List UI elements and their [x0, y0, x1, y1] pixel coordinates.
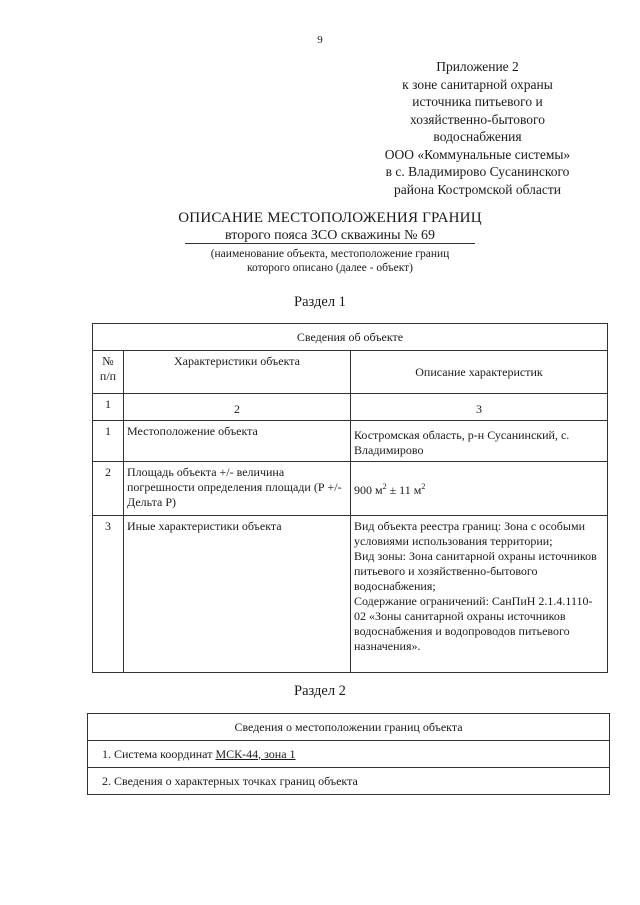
appendix-line: источника питьевого и: [412, 94, 543, 109]
table-row: [88, 741, 610, 768]
section2-title: Раздел 2: [294, 683, 346, 699]
table-column-numbers-row: [93, 394, 608, 421]
row-description: [351, 462, 608, 516]
document-caption: [170, 247, 490, 275]
row-description: [351, 516, 608, 673]
caption-line: (наименование объекта, местоположение границ: [210, 248, 450, 260]
page-number: 9: [317, 34, 323, 46]
appendix-line: района Костромской области: [394, 181, 561, 197]
appendix-line: хозяйственно-бытового: [409, 111, 546, 127]
header-characteristic: Характеристики объекта: [124, 351, 351, 394]
table-row: [88, 768, 610, 795]
row-num: 3: [93, 516, 124, 673]
appendix-block: [370, 58, 585, 198]
subtitle-underline: [185, 243, 475, 244]
row-characteristic: Местоположение объекта: [124, 421, 351, 462]
appendix-line: в с. Владимирово Сусанинского: [385, 164, 570, 179]
document-subtitle: второго пояса ЗСО скважины № 69: [225, 228, 435, 243]
row-num: 2: [93, 462, 124, 516]
appendix-line: к зоне санитарной охраны: [402, 76, 553, 92]
area-error-superscript: 2: [421, 482, 426, 491]
section1-title: Раздел 1: [294, 294, 346, 310]
description-line: Содержание ограничений: СанПиН 2.1.4.1110-02 «Зоны санитарной охраны источников водоснабжения и водопроводов питьевого назначения».: [354, 594, 593, 653]
table-row: [93, 516, 608, 673]
row-num: 1: [93, 421, 124, 462]
colnum-2: 2: [124, 394, 351, 421]
description-line: Вид объекта реестра границ: Зона с особыми условиями использования территории;: [354, 519, 585, 548]
table-title: Сведения о местоположении границ объекта: [88, 714, 610, 741]
appendix-line: Приложение 2: [436, 59, 519, 74]
colnum-1: 1: [93, 394, 124, 421]
coordinate-system-label: 1. Система координат: [102, 746, 216, 761]
area-unit-superscript: 2: [382, 482, 387, 491]
appendix-line: водоснабжения: [433, 129, 522, 144]
header-description: Описание характеристик: [351, 351, 608, 394]
row-description: Костромская область, р-н Сусанинский, с. Владимирово: [351, 421, 608, 462]
area-value: 900 м: [354, 483, 383, 497]
caption-line: которого описано (далее - объект): [246, 262, 414, 274]
description-line: Вид зоны: Зона санитарной охраны источников питьевого и хозяйственно-бытового водоснабжения;: [354, 549, 597, 593]
area-error: ± 11 м: [386, 483, 422, 497]
document-title: ОПИСАНИЕ МЕСТОПОЛОЖЕНИЯ ГРАНИЦ: [178, 210, 482, 226]
row-characteristic: Иные характеристики объекта: [124, 516, 351, 673]
appendix-line: ООО «Коммунальные системы»: [384, 146, 571, 162]
object-info-table: [92, 323, 608, 673]
header-num: № п/п: [93, 351, 124, 394]
coordinate-system-value: МСК-44, зона 1: [215, 746, 296, 761]
boundary-info-table: [87, 713, 610, 795]
table-row: [93, 421, 608, 462]
table-row: [93, 462, 608, 516]
boundary-points-row: 2. Сведения о характерных точках границ объекта: [88, 768, 610, 795]
row-characteristic: Площадь объекта +/- величина погрешности определения площади (Р +/- Дельта Р): [124, 462, 351, 516]
table-title: Сведения об объекте: [93, 324, 608, 351]
table-header-row: [93, 351, 608, 394]
colnum-3: 3: [351, 394, 608, 421]
coordinate-system-row: [88, 741, 610, 768]
